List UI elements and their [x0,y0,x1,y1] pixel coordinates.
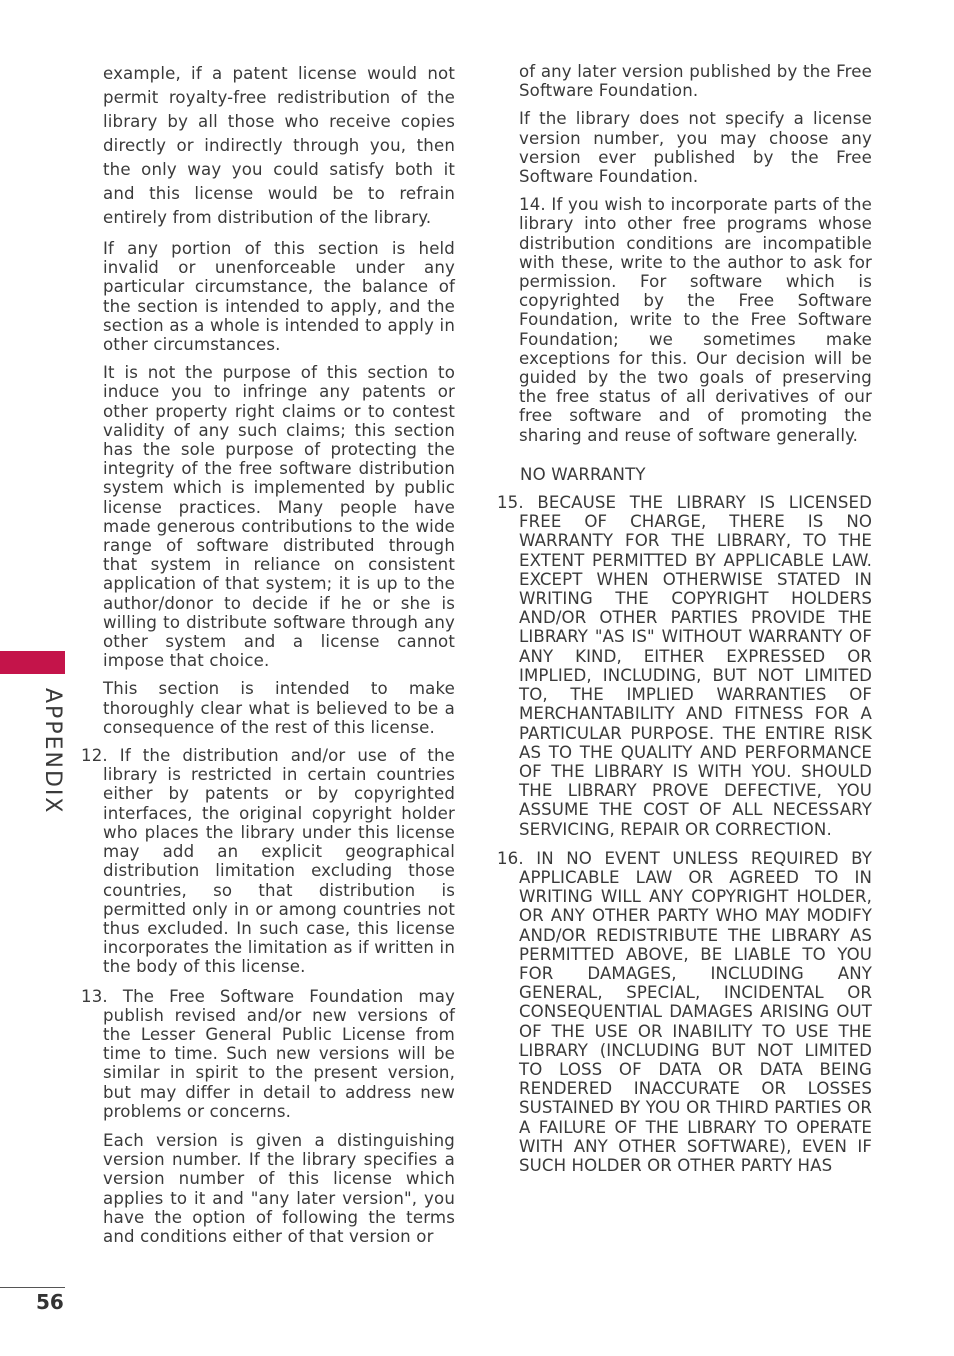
paragraph-section-intent: This section is intended to make thoroughly clear what is believed to be a consequence of the rest of this license. [103,679,455,737]
appendix-side-label: APPENDIX [40,688,65,815]
page-number-rule [0,1287,65,1288]
appendix-tab-marker [0,651,65,674]
paragraph-unspecified-version: If the library does not specify a license version number, you may choose any version ever published by the Free Software Foundation. [519,109,872,187]
item-12-geographic-limitation: 12. If the distribution and/or use of the library is restricted in certain countries either by patents or by copyrighted interfaces, the original copyright holder who places the library under this license may add an explicit geographical distribution limitation excluding those countries, so that distribution is permitted only in or among countries not thus excluded. In such case, this license incorporates the limitation as if written in the body of this license. [81,746,455,977]
item-16-no-liability: 16. IN NO EVENT UNLESS REQUIRED BY APPLICABLE LAW OR AGREED TO IN WRITING WILL ANY COPYRIGHT HOLDER, OR ANY OTHER PARTY WHO MAY MODIFY AND/OR REDISTRIBUTE THE LIBRARY AS PERMITTED ABOVE, BE LIABLE TO YOU FOR DAMAGES, INCLUDING ANY GENERAL, SPECIAL, INCIDENTAL OR CONSEQUENTIAL DAMAGES ARISING OUT OF THE USE OR INABILITY TO USE THE LIBRARY (INCLUDING BUT NOT LIMITED TO LOSS OF DATA OR DATA BEING RENDERED INACCURATE OR LOSSES SUSTAINED BY YOU OR THIRD PARTIES OR A FAILURE OF THE LIBRARY TO OPERATE WITH ANY OTHER SOFTWARE), EVEN IF SUCH HOLDER OR OTHER PARTY HAS [497,848,872,1175]
item-15-no-warranty: 15. BECAUSE THE LIBRARY IS LICENSED FREE OF CHARGE, THERE IS NO WARRANTY FOR THE LIBRARY, TO THE EXTENT PERMITTED BY APPLICABLE LAW. EXCEPT WHEN OTHERWISE STATED IN WRITING THE COPYRIGHT HOLDERS AND/OR OTHER PARTIES PROVIDE THE LIBRARY "AS IS" WITHOUT WARRANTY OF ANY KIND, EITHER EXPRESSED OR IMPLIED, INCLUDING, BUT NOT LIMITED TO, THE IMPLIED WARRANTIES OF MERCHANTABILITY AND FITNESS FOR A PARTICULAR PURPOSE. THE ENTIRE RISK AS TO THE QUALITY AND PERFORMANCE OF THE LIBRARY IS WITH YOU. SHOULD THE LIBRARY PROVE DEFECTIVE, YOU ASSUME THE COST OF ALL NECESSARY SERVICING, REPAIR OR CORRECTION. [497,493,872,839]
paragraph-section-purpose: It is not the purpose of this section to induce you to infringe any patents or other property right claims or to contest validity of any such claims; this section has the sole purpose of protecting the integrity of the free software distribution system which is implemented by public license practices. Many people have made generous contributions to the wide range of software distributed through that system in reliance on consistent application of that system; it is up to the author/donor to decide if he or she is willing to distribute software through any other system and a license cannot impose that choice. [103,363,455,671]
right-column [497,62,872,1185]
heading-no-warranty: NO WARRANTY [520,464,646,484]
item-14-incorporate-parts: 14. If you wish to incorporate parts of the library into other free programs whose distribution conditions are incompatible with these, write to the author to ask for permission. For software which is copyrighted by the Free Software Foundation, write to the Free Software Foundation; we sometimes make exceptions for this. Our decision will be guided by the two goals of preserving the free status of all derivatives of our free software and of promoting the sharing and reuse of software generally. [519,195,872,445]
page-number: 56 [36,1290,64,1314]
left-column [81,62,455,1255]
item-13-revised-versions: 13. The Free Software Foundation may publish revised and/or new versions of the Lesser General Public License from time to time. Such new versions will be similar in spirit to the present version, but may differ in detail to address new problems or concerns. [81,986,455,1121]
paragraph-invalid-portion: If any portion of this section is held invalid or unenforceable under any particular circumstance, the balance of the section is intended to apply, and the section as a whole is intended to apply in other circumstances. [103,239,455,355]
paragraph-version-number: Each version is given a distinguishing version number. If the library specifies a version number of this license which applies to it and "any later version", you have the option of following the terms and conditions either of that version or [103,1130,455,1246]
paragraph-patent-license: example, if a patent license would not permit royalty-free redistribution of the library by all those who receive copies directly or indirectly through you, then the only way you could satisfy both it and this license would be to refrain entirely from distribution of the library. [103,64,455,227]
paragraph-later-version: of any later version published by the Free Software Foundation. [519,62,872,101]
